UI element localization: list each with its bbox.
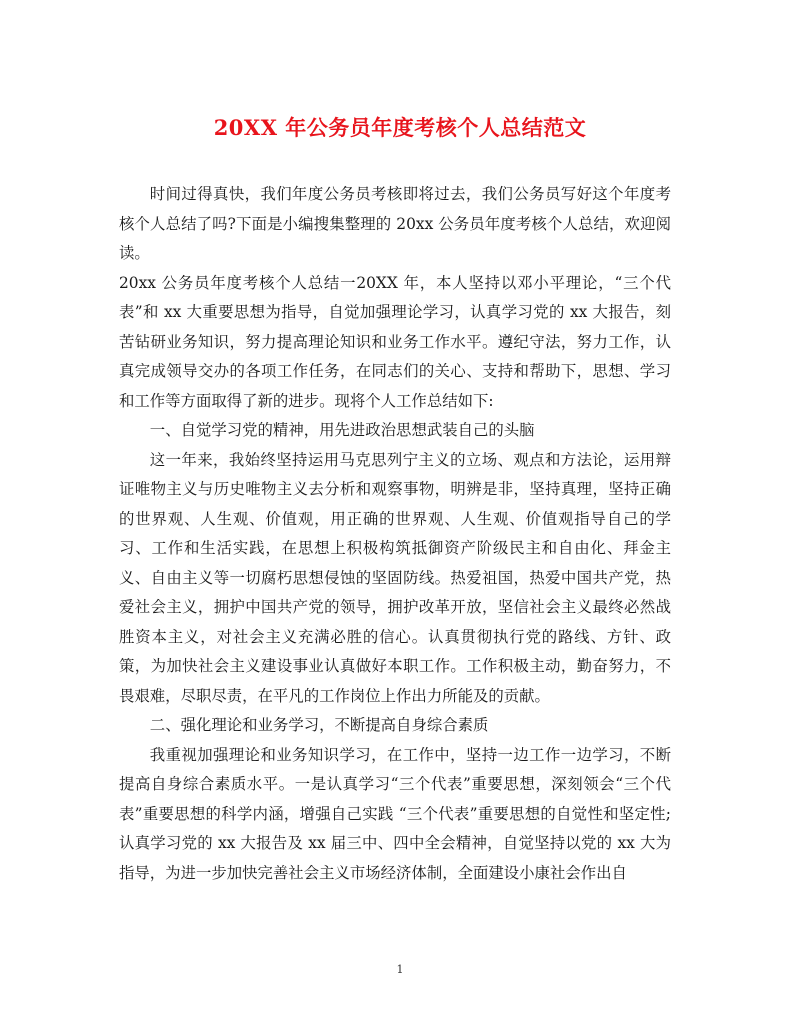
paragraph-one: 这一年来，我始终坚持运用马克思列宁主义的立场、观点和方法论，运用辩证唯物主义与历史唯物主义去分析和观察事物，明辨是非，坚持真理，坚持正确的世界观、人生观、价值观，用正确的世界观、人生观、价值观指导自己的学习、工作和生活实践，在思想上积极构筑抵御资产阶级民主和自由化、拜金主义、自由主义等一切腐朽思想侵蚀的坚固防线。热爱祖国，热爱中国共产党，热爱社会主义，拥护中国共产党的领导，拥护改革开放，坚信社会主义最终必然战胜资本主义，对社会主义充满必胜的信心。认真贯彻执行党的路线、方针、政策，为加快社会主义建设事业认真做好本职工作。工作积极主动，勤奋努力，不畏艰难，尽职尽责，在平凡的工作岗位上作出力所能及的贡献。 — [119, 450, 671, 705]
paragraph-two: 我重视加强理论和业务知识学习，在工作中，坚持一边工作一边学习，不断提高自身综合素质水平。一是认真学习“三个代表”重要思想，深刻领会“三个代表”重要思想的科学内涵，增强自己实践 “三个代表”重要思想的自觉性和坚定性;认真学习党的 xx 大报告及 xx 届三中、四中全会精神，自觉坚持以党的 xx 大为指导，为进一步加快完善社会主义市场经济体制，全面建设小康社会作出自 — [119, 745, 671, 882]
section-one-heading: 20xx 公务员年度考核个人总结一 — [119, 273, 357, 292]
document-title: 20XX 年公务员年度考核个人总结范文 — [213, 115, 587, 140]
page-number: 1 — [396, 963, 404, 976]
intro-paragraph: 时间过得真快，我们年度公务员考核即将过去，我们公务员写好这个年度考核个人总结了吗?下面是小编搜集整理的 20xx 公务员年度考核个人总结，欢迎阅读。 — [119, 185, 671, 262]
heading-one: 一、自觉学习党的精神，用先进政治思想武装自己的头脑 — [149, 421, 535, 439]
section-one-text: 20XX 年，本人坚持以邓小平理论，“三个代表”和 xx 大重要思想为指导，自觉加强理论学习，认真学习党的 xx 大报告，刻苦钻研业务知识，努力提高理论知识和业务工作水平。遵纪守法，努力工作，认真完成领导交办的各项工作任务，在同志们的关心、支持和帮助下，思想、学习和工作等方面取得了新的进步。现将个人工作总结如下: — [119, 273, 671, 410]
section-one-paragraph — [119, 269, 671, 417]
heading-two: 二、强化理论和业务学习，不断提高自身综合素质 — [149, 716, 489, 734]
document-body — [119, 180, 671, 888]
